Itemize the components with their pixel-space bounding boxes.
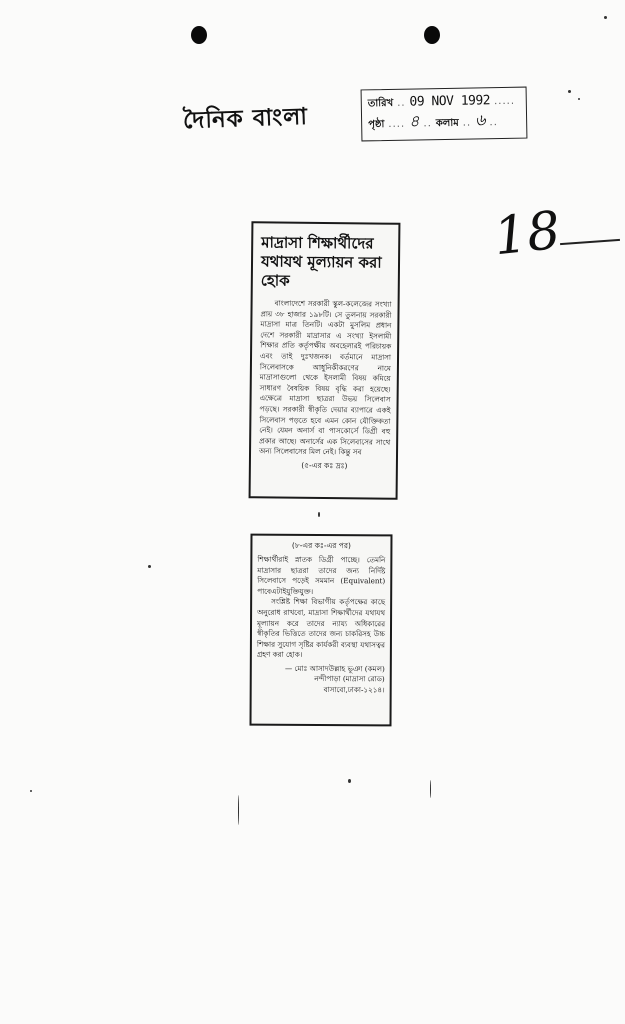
scan-speck	[348, 779, 351, 783]
author-address-line: বাসাবো,ঢাকা-১২১৪।	[323, 684, 385, 695]
article-paragraph: বাংলাদেশে সরকারী স্কুল-কলেজের সংখ্যা প্রায় ৩৮ হাজার ১৯৮টি। সে তুলনায় সরকারী মাদ্রাসা মাত্র তিনটি। একটা মুসলিম প্রধান দেশে সরকারী মাদ্রাসার এ সংখ্যা ইসলামী শিক্ষার প্রতি কর্তৃপক্ষীয় অবহেলারই পরিচায়ক এবং তাই দুঃখজনক। বর্তমানে মাদ্রাসা সিলেবাসকে আধুনিকীকরণের নামে মাদ্রাসাগুলো থেকে ইসলামী বিষয় কমিয়ে সাধারণ বৈষয়িক বিষয় বৃদ্ধি করা হয়েছে। এক্ষেত্রে মাদ্রাসা ছাত্ররা উভয় সিলেবাস পড়ছে। সরকারী স্বীকৃতি দেয়ার ব্যাপারে একই সিলেবাস পড়তে হবে এমন কোন যৌক্তিকতা নেই। যেমন অনার্স বা পাসকোর্সে ডিগ্রী বহু প্রকার আছে। অনার্সের এক সিলেবাসের সাথে অন্য সিলেবাসের মিল নেই। কিন্তু সব	[259, 298, 392, 457]
author-name: — মোঃ আসাদউল্লাহ ভূঞা (কমল)	[285, 663, 385, 674]
scan-speck	[430, 780, 431, 798]
folio-underline	[560, 239, 620, 245]
stamp-date-row	[368, 93, 520, 116]
article-paragraph: সংশ্লিষ্ট শিক্ষা বিভাগীয় কর্তৃপক্ষের কাছে অনুরোধ রাখবো, মাদ্রাসা শিক্ষার্থীদের যথাযথ মূল্যায়ন করে তাদের ন্যায্য অধিকারের স্বীকৃতির ভিত্তিতে তাদের জন্য চাকরিসহ উচ্চ শিক্ষার সুযোগ সৃষ্টির কার্যকরী ব্যবস্থা যথাসত্বর গ্রহণ করা হোক।	[256, 597, 386, 660]
stamp-column-value: ৬	[474, 110, 486, 130]
stamp-column-label: কলাম	[435, 117, 459, 130]
scan-speck	[148, 565, 151, 568]
punch-hole-left	[191, 26, 207, 44]
author-signature	[257, 664, 385, 696]
scan-speck	[578, 98, 580, 100]
scan-speck	[238, 795, 239, 825]
continued-from-note: (৮-এর কঃ-এর পর)	[291, 540, 351, 551]
article-paragraph: শিক্ষার্থীরাই স্নাতক ডিগ্রী পাচ্ছে। তেমনি মাদ্রাসার ছাত্ররা তাদের জন্য নির্দিষ্ট সিলেবাসে পড়েই সমমান (Equivalent) পাবেএটাইযুক্তিযুক্ত।	[257, 554, 386, 596]
stamp-page-row	[368, 110, 520, 136]
stamp-dots: ..	[489, 117, 498, 129]
stamp-dots: ....	[388, 118, 406, 130]
newspaper-name: দৈনিক বাংলা	[182, 102, 309, 135]
article-headline: মাদ্রাসা শিক্ষার্থীদের যথাযথ মূল্যায়ন করা হোক	[260, 233, 382, 290]
stamp-dots: ..	[397, 97, 406, 109]
scan-speck	[568, 90, 571, 93]
folio-number: 18	[491, 200, 564, 268]
scan-speck	[604, 16, 607, 19]
scan-speck	[30, 790, 32, 792]
continued-to-note: (৫-এর কঃ দ্রঃ)	[301, 460, 348, 471]
punch-hole-right	[424, 26, 440, 44]
author-address-line: নন্দীপাড়া (মাদ্রাসা রোড)	[314, 674, 385, 684]
stamp-dots: ..	[423, 118, 432, 130]
stamp-date-value: 09 NOV 1992	[409, 93, 491, 110]
stamp-page-label: পৃষ্ঠা	[368, 119, 385, 131]
stamp-page-value: ৪	[408, 111, 420, 131]
stamp-date-label: তারিখ	[367, 97, 394, 110]
article-clipping-part1	[249, 221, 401, 500]
stamp-dots: .....	[493, 95, 516, 108]
archive-stamp	[361, 87, 528, 142]
scan-speck	[318, 512, 320, 517]
stamp-dots: ..	[462, 117, 472, 129]
article-clipping-part2	[249, 534, 392, 727]
